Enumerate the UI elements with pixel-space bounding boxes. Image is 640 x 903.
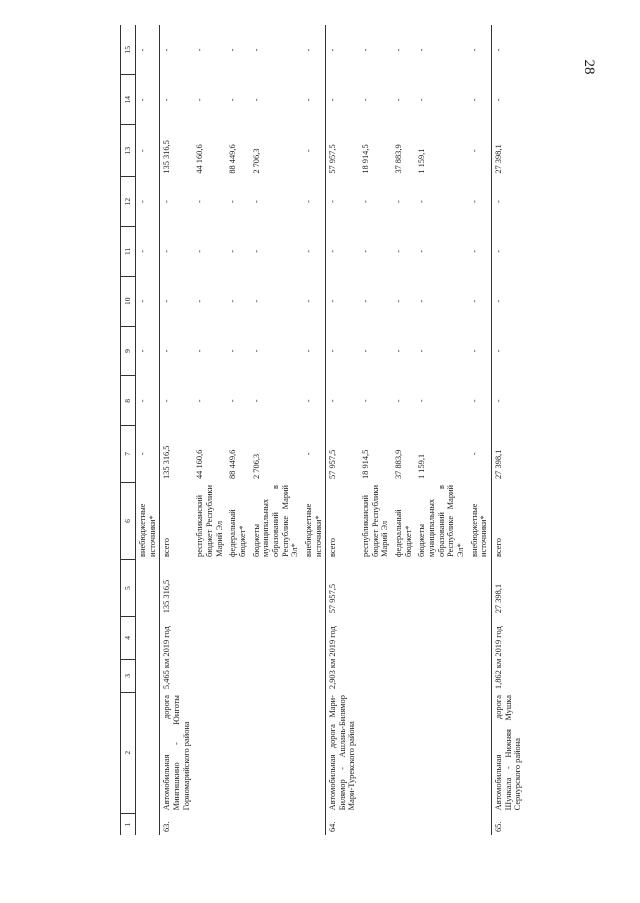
dash-cell: - — [303, 299, 313, 303]
funding-source: внебюджетные источники* — [469, 503, 489, 557]
value-cell: 37 883,9 — [394, 449, 404, 480]
dash-cell: - — [160, 25, 193, 75]
funding-table — [120, 25, 525, 835]
column-header: 11 — [121, 226, 136, 276]
dash-cell: - — [303, 200, 313, 203]
dash-cell: - — [251, 249, 261, 253]
empty-cell — [250, 616, 302, 659]
dash-cell: - — [326, 326, 359, 376]
empty-cell — [359, 660, 392, 692]
item-number: 65. — [492, 813, 525, 835]
road-length: 5,465 км — [160, 660, 193, 692]
dash-cell: - — [303, 399, 313, 403]
dash-cell: - — [326, 177, 359, 227]
dash-cell: - — [361, 249, 371, 253]
value-cell: - — [469, 452, 479, 456]
dash-cell: - — [394, 200, 404, 203]
dash-cell: - — [228, 48, 238, 52]
dash-cell: - — [160, 276, 193, 326]
empty-cell — [226, 692, 249, 813]
table-row — [492, 25, 525, 835]
column-header: 14 — [121, 75, 136, 125]
empty-cell — [250, 560, 302, 616]
table-row — [250, 25, 302, 835]
dash-cell: - — [469, 48, 479, 52]
empty-cell — [392, 660, 415, 692]
empty-cell — [415, 813, 467, 835]
dash-cell: - — [492, 276, 525, 326]
dash-cell: - — [326, 25, 359, 75]
dash-cell: - — [417, 399, 427, 403]
dash-cell: - — [195, 249, 205, 253]
table-row — [160, 25, 193, 835]
dash-cell: - — [195, 349, 205, 353]
dash-cell: - — [492, 75, 525, 125]
dash-cell: - — [469, 349, 479, 353]
column-header: 1 — [121, 813, 136, 835]
empty-cell — [359, 813, 392, 835]
dash-cell: - — [417, 249, 427, 253]
dash-cell: - — [195, 98, 205, 102]
value-cell: 44 160,6 — [195, 144, 205, 174]
dash-cell: - — [228, 200, 238, 203]
funding-table-rotated — [120, 25, 620, 835]
column-header: 5 — [121, 560, 136, 616]
empty-cell — [226, 813, 249, 835]
funding-source: федеральный бюджет* — [394, 509, 413, 557]
road-name: Автомобильная дорога Мари-Билямор - Ашлань-Билямор Мари-Турекского района — [326, 692, 359, 813]
dash-cell: - — [303, 48, 313, 52]
dash-cell: - — [251, 399, 261, 403]
table-row — [136, 25, 160, 835]
dash-cell: - — [417, 48, 427, 52]
dash-cell: - — [138, 200, 147, 203]
empty-cell — [415, 560, 467, 616]
empty-cell — [392, 616, 415, 659]
empty-cell — [193, 813, 226, 835]
dash-cell: - — [195, 299, 205, 303]
dash-cell: - — [138, 48, 147, 52]
dash-cell: - — [469, 399, 479, 403]
dash-cell: - — [492, 25, 525, 75]
value-cell: 27 398,1 — [492, 125, 525, 177]
empty-cell — [468, 692, 492, 813]
dash-cell: - — [394, 399, 404, 403]
empty-cell — [468, 560, 492, 616]
empty-cell — [359, 616, 392, 659]
empty-cell — [415, 616, 467, 659]
dash-cell: - — [394, 98, 404, 102]
table-row — [468, 25, 492, 835]
dash-cell: - — [326, 75, 359, 125]
empty-cell — [302, 616, 326, 659]
dash-cell: - — [492, 326, 525, 376]
dash-cell: - — [361, 200, 371, 203]
completion-year: 2019 год — [326, 616, 359, 659]
dash-cell: - — [469, 299, 479, 303]
table-header — [121, 25, 136, 835]
dash-cell: - — [469, 200, 479, 203]
dash-cell: - — [251, 98, 261, 102]
dash-cell: - — [228, 349, 238, 353]
dash-cell: - — [492, 177, 525, 227]
dash-cell: - — [303, 98, 313, 102]
dash-cell: - — [160, 376, 193, 426]
empty-cell — [468, 813, 492, 835]
dash-cell: - — [251, 200, 261, 203]
table-row — [226, 25, 249, 835]
empty-cell — [468, 616, 492, 659]
dash-cell: - — [394, 48, 404, 52]
dash-cell: - — [417, 349, 427, 353]
empty-cell — [359, 560, 392, 616]
empty-cell — [392, 813, 415, 835]
funding-source: всего — [326, 482, 359, 560]
column-header: 4 — [121, 616, 136, 659]
value-cell: - — [469, 149, 479, 153]
dash-cell: - — [361, 98, 371, 102]
road-length: 1,862 км — [492, 660, 525, 692]
value-cell: 57 957,5 — [326, 125, 359, 177]
value-cell: 18 914,5 — [361, 449, 371, 480]
dash-cell: - — [251, 48, 261, 52]
completion-year: 2019 год — [160, 616, 193, 659]
table-row — [302, 25, 326, 835]
dash-cell: - — [160, 326, 193, 376]
dash-cell: - — [417, 299, 427, 303]
funding-source: федеральный бюджет* — [228, 509, 247, 557]
column-header: 7 — [121, 426, 136, 482]
dash-cell: - — [394, 249, 404, 253]
empty-cell — [250, 692, 302, 813]
dash-cell: - — [138, 249, 147, 253]
total-cost: 135 316,5 — [160, 560, 193, 616]
value-cell: - — [138, 452, 147, 456]
road-name: Автомобильная дорога Мингишкино - Юнготы Горномарийского района — [160, 692, 193, 813]
dash-cell: - — [251, 299, 261, 303]
dash-cell: - — [361, 399, 371, 403]
funding-source: республиканский бюджет Республики Марий Эл — [361, 485, 390, 557]
column-header: 15 — [121, 25, 136, 75]
value-cell: 135 316,5 — [160, 125, 193, 177]
dash-cell: - — [303, 349, 313, 353]
dash-cell: - — [492, 226, 525, 276]
item-number: 63. — [160, 813, 193, 835]
dash-cell: - — [326, 376, 359, 426]
funding-source: всего — [160, 482, 193, 560]
dash-cell: - — [394, 349, 404, 353]
funding-source: республиканский бюджет Республики Марий Эл — [195, 485, 224, 557]
empty-cell — [193, 616, 226, 659]
dash-cell: - — [228, 249, 238, 253]
column-header: 6 — [121, 482, 136, 560]
total-cost: 27 398,1 — [492, 560, 525, 616]
dash-cell: - — [160, 75, 193, 125]
dash-cell: - — [469, 249, 479, 253]
dash-cell: - — [228, 98, 238, 102]
empty-cell — [193, 660, 226, 692]
value-cell: - — [303, 452, 313, 456]
road-name: Автомобильная дорога Шункала - Нижняя Мушка Сернурского района — [492, 692, 525, 813]
empty-cell — [226, 616, 249, 659]
value-cell: 18 914,5 — [361, 144, 371, 174]
total-cost: 57 957,5 — [326, 560, 359, 616]
empty-cell — [193, 560, 226, 616]
completion-year: 2019 год — [492, 616, 525, 659]
table-row — [392, 25, 415, 835]
empty-cell — [226, 560, 249, 616]
value-cell: 27 398,1 — [492, 426, 525, 482]
table-body — [136, 25, 525, 835]
value-cell: 37 883,9 — [394, 144, 404, 174]
dash-cell: - — [326, 226, 359, 276]
empty-cell — [302, 560, 326, 616]
funding-source: бюджеты муниципальных образований в Республике Марий Эл* — [417, 485, 466, 557]
value-cell: 2 706,3 — [251, 453, 261, 480]
dash-cell: - — [326, 276, 359, 326]
table-row — [415, 25, 467, 835]
funding-source: бюджеты муниципальных образований в Республике Марий Эл* — [251, 485, 300, 557]
dash-cell: - — [251, 349, 261, 353]
value-cell: - — [303, 149, 313, 153]
page-number: 28 — [581, 59, 598, 75]
funding-source: всего — [492, 482, 525, 560]
value-cell: 1 159,1 — [417, 453, 427, 480]
dash-cell: - — [195, 200, 205, 203]
empty-cell — [302, 660, 326, 692]
dash-cell: - — [417, 200, 427, 203]
dash-cell: - — [228, 299, 238, 303]
value-cell: 135 316,5 — [160, 426, 193, 482]
empty-cell — [415, 692, 467, 813]
table-row — [359, 25, 392, 835]
value-cell: 88 449,6 — [228, 449, 238, 480]
dash-cell: - — [361, 299, 371, 303]
value-cell: 57 957,5 — [326, 426, 359, 482]
dash-cell: - — [138, 98, 147, 102]
empty-cell — [392, 692, 415, 813]
dash-cell: - — [492, 376, 525, 426]
value-cell: 44 160,6 — [195, 449, 205, 480]
empty-cell — [302, 813, 326, 835]
dash-cell: - — [195, 399, 205, 403]
column-header: 8 — [121, 376, 136, 426]
dash-cell: - — [303, 249, 313, 253]
empty-cell — [468, 660, 492, 692]
dash-cell: - — [195, 48, 205, 52]
road-length: 2,903 км — [326, 660, 359, 692]
column-header: 2 — [121, 692, 136, 813]
table-row — [326, 25, 359, 835]
empty-cell — [415, 660, 467, 692]
value-cell: 2 706,3 — [251, 148, 261, 174]
empty-cell — [250, 813, 302, 835]
column-header: 12 — [121, 177, 136, 227]
empty-cell — [302, 692, 326, 813]
dash-cell: - — [138, 299, 147, 303]
empty-cell — [250, 660, 302, 692]
value-cell: 88 449,6 — [228, 144, 238, 174]
dash-cell: - — [469, 98, 479, 102]
dash-cell: - — [417, 98, 427, 102]
value-cell: 1 159,1 — [417, 148, 427, 174]
funding-source: внебюджетные источники* — [138, 503, 157, 557]
dash-cell: - — [228, 399, 238, 403]
dash-cell: - — [160, 226, 193, 276]
column-header: 9 — [121, 326, 136, 376]
empty-cell — [226, 660, 249, 692]
table-row — [193, 25, 226, 835]
column-header: 13 — [121, 125, 136, 177]
dash-cell: - — [138, 399, 147, 403]
empty-cell — [359, 692, 392, 813]
empty-cell — [392, 560, 415, 616]
dash-cell: - — [160, 177, 193, 227]
empty-cell — [193, 692, 226, 813]
item-number: 64. — [326, 813, 359, 835]
funding-source: внебюджетные источники* — [303, 503, 323, 557]
dash-cell: - — [361, 349, 371, 353]
column-header: 3 — [121, 660, 136, 692]
dash-cell: - — [138, 349, 147, 353]
column-header: 10 — [121, 276, 136, 326]
value-cell: - — [138, 149, 147, 153]
dash-cell: - — [394, 299, 404, 303]
dash-cell: - — [361, 48, 371, 52]
